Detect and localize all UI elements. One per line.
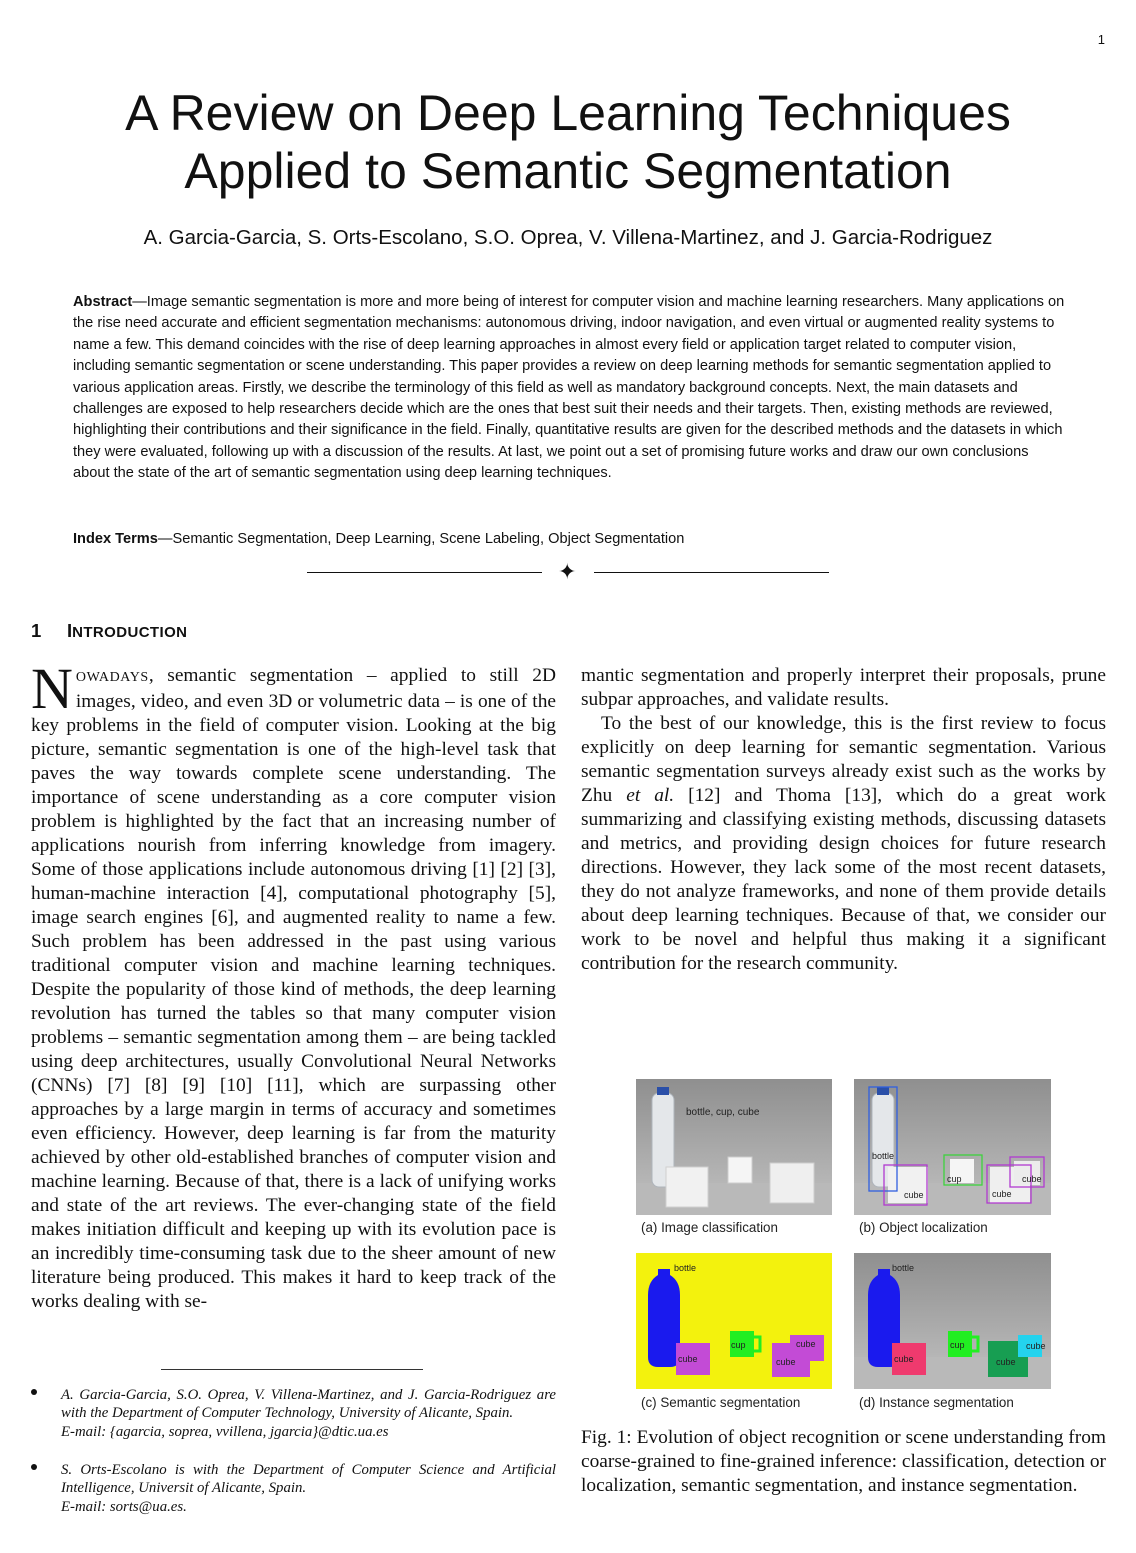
footnote-2-email: E-mail: sorts@ua.es. bbox=[61, 1498, 187, 1515]
separator-rule-right bbox=[594, 572, 829, 573]
drop-cap: N bbox=[31, 656, 73, 721]
index-terms bbox=[73, 531, 1065, 547]
intro-right-paragraph-1: mantic segmentation and properly interpret their proposals, prune subpar approaches, and validate results. bbox=[581, 665, 1106, 710]
classification-label: bottle, cup, cube bbox=[686, 1107, 760, 1118]
abstract bbox=[73, 292, 1065, 485]
inst-label-cup: cup bbox=[950, 1340, 965, 1350]
footnote-2 bbox=[31, 1461, 556, 1516]
index-terms-label: Index Terms bbox=[73, 531, 158, 547]
bbox-label-bottle: bottle bbox=[872, 1151, 895, 1161]
section-number: 1 bbox=[31, 620, 42, 641]
panel-instance-segmentation bbox=[854, 1253, 1051, 1389]
caption-a: (a) Image classification bbox=[641, 1220, 778, 1235]
footnote-2-text: S. Orts-Escolano is with the Department of Computer Science and Artificial Intelligence, Universit of Alicante, Spain. bbox=[61, 1462, 556, 1497]
intro-right-p2-b: [12] and Thoma [13], which do a great work summarizing and classifying existing methods, discussing datasets and metrics, and providing design choices for future research directions. However, they lack some of the most recent datasets, they do not analyze frameworks, and none of them provide details about deep learning techniques. Because of that, we consider our work to be novel and helpful thus making it a significant contribution for the research community. bbox=[581, 785, 1106, 974]
figure-caption: Fig. 1: Evolution of object recognition or scene understanding from coarse-grained to fine-grained inference: classification, detection or localization, semantic segmentation, and instance segmentation. bbox=[581, 1427, 1106, 1496]
author-list: A. Garcia-Garcia, S. Orts-Escolano, S.O. Oprea, V. Villena-Martinez, and J. Garcia-Rodriguez bbox=[143, 226, 993, 249]
separator-rule-left bbox=[307, 572, 542, 573]
seg-label-bottle: bottle bbox=[674, 1263, 697, 1273]
title-line-1: A Review on Deep Learning Techniques bbox=[125, 85, 1011, 141]
section-title-initial: I bbox=[67, 620, 73, 641]
intro-right-paragraph-2 bbox=[581, 712, 1106, 976]
section-title-rest: NTRODUCTION bbox=[72, 624, 188, 641]
instance-mask bbox=[854, 1253, 1051, 1389]
inst-label-cube-2: cube bbox=[996, 1357, 1016, 1367]
bbox-label-cup: cup bbox=[947, 1174, 962, 1184]
paper-title bbox=[0, 84, 1136, 200]
footnote-1-email: E-mail: {agarcia, soprea, vvillena, jgarcia}@dtic.ua.es bbox=[61, 1423, 389, 1440]
intro-paragraph-1 bbox=[31, 656, 556, 1314]
abstract-text: —Image semantic segmentation is more and more being of interest for computer vision and machine learning researchers. Many applications on the rise need accurate and efficient segmentation mechanisms: autonomous driving, indoor navigation, and even virtual or augmented reality systems to name a few. This demand coincides with the rise of deep learning approaches in almost every field or application target related to computer vision, including semantic segmentation or scene understanding. This paper provides a review on deep learning methods for semantic segmentation applied to various application areas. Firstly, we describe the terminology of this field as well as mandatory background concepts. Next, the main datasets and challenges are exposed to help researchers decide which are the ones that best suit their needs and their targets. Then, existing methods are reviewed, highlighting their contributions and their significance in the field. Finally, quantitative results are given for the described methods and the datasets in which they were evaluated, following up with a discussion of the results. At last, we point out a set of promising future works and draw our own conclusions about the state of the art of semantic segmentation using deep learning techniques. bbox=[73, 294, 1065, 482]
seg-label-cube-1: cube bbox=[678, 1354, 698, 1364]
inst-label-bottle: bottle bbox=[892, 1263, 915, 1273]
caption-d: (d) Instance segmentation bbox=[859, 1395, 1014, 1410]
inst-label-cube-3: cube bbox=[1026, 1341, 1046, 1351]
bullet-icon bbox=[31, 1389, 37, 1395]
figure-1 bbox=[636, 1079, 1051, 1409]
smallcaps-word: OWADAYS bbox=[75, 670, 149, 685]
panel-image-classification bbox=[636, 1079, 832, 1215]
caption-b: (b) Object localization bbox=[859, 1220, 988, 1235]
footnote-1-text: A. Garcia-Garcia, S.O. Oprea, V. Villena-Martinez, and J. Garcia-Rodriguez are with the Department of Computer Technology, University of Alicante, Spain. bbox=[61, 1387, 556, 1422]
seg-label-cube-3: cube bbox=[796, 1339, 816, 1349]
index-terms-text: —Semantic Segmentation, Deep Learning, Scene Labeling, Object Segmentation bbox=[157, 531, 685, 547]
intro-left-column bbox=[31, 656, 556, 1314]
section-heading bbox=[31, 620, 187, 642]
photo-localization bbox=[854, 1079, 1051, 1215]
caption-c: (c) Semantic segmentation bbox=[641, 1395, 801, 1410]
footnote-rule bbox=[161, 1369, 423, 1370]
intro-right-p2-a: To the best of our knowledge, this is the first review to focus explicitly on deep learning for semantic segmentation. Various semantic segmentation surveys already exist such as the works by Zhu bbox=[581, 713, 1106, 806]
intro-left-text: , semantic segmentation – applied to still 2D images, video, and even 3D or volumetric data – is one of the key problems in the field of computer vision. Looking at the big picture, semantic segmentation is one of the high-level task that paves the way towards complete scene understanding. The importance of scene understanding as a core computer vision problem is highlighted by the fact that an increasing number of applications nourish from inferring knowledge from imagery. Some of those applications include autonomous driving [1] [2] [3], human-machine interaction [4], computational photography [5], image search engines [6], and augmented reality to name a few. Such problem has been addressed in the past using various traditional computer vision and machine learning techniques. Despite the popularity of those kind of methods, the deep learning revolution has turned the tables so that many computer vision problems – semantic segmentation among them – are being tackled using deep architectures, usually Convolutional Neural Networks (CNNs) [7] [8] [9] [10] [11], which are surpassing other approaches by a large margin in terms of accuracy and sometimes even efficiency. However, deep learning is far from the maturity achieved by other old-established branches of computer vision and machine learning. Because of that, there is a lack of unifying works and state of the art reviews. The ever-changing state of the field makes initiation difficult and keeping up with its evolution pace is an incredibly time-consuming task due to the sheer amount of new literature being produced. This makes it hard to keep track of the works dealing with se- bbox=[31, 665, 556, 1312]
et-al: et al. bbox=[626, 785, 675, 806]
intro-right-column bbox=[581, 664, 1106, 976]
abstract-label: Abstract bbox=[73, 294, 133, 310]
bbox-label-cube-1: cube bbox=[904, 1190, 924, 1200]
separator-star-icon: ✦ bbox=[558, 559, 577, 584]
seg-label-cup: cup bbox=[731, 1340, 746, 1350]
panel-semantic-segmentation bbox=[636, 1253, 832, 1389]
page-number: 1 bbox=[1097, 32, 1105, 47]
bullet-icon bbox=[31, 1464, 37, 1470]
bbox-label-cube-2: cube bbox=[992, 1189, 1012, 1199]
title-line-2: Applied to Semantic Segmentation bbox=[184, 143, 952, 199]
seg-label-cube-2: cube bbox=[776, 1357, 796, 1367]
semantic-mask bbox=[636, 1253, 832, 1389]
bbox-label-cube-3: cube bbox=[1022, 1174, 1042, 1184]
photo-classification bbox=[636, 1079, 832, 1215]
inst-label-cube-1: cube bbox=[894, 1354, 914, 1364]
panel-object-localization bbox=[854, 1079, 1051, 1215]
footnote-1 bbox=[31, 1386, 556, 1441]
